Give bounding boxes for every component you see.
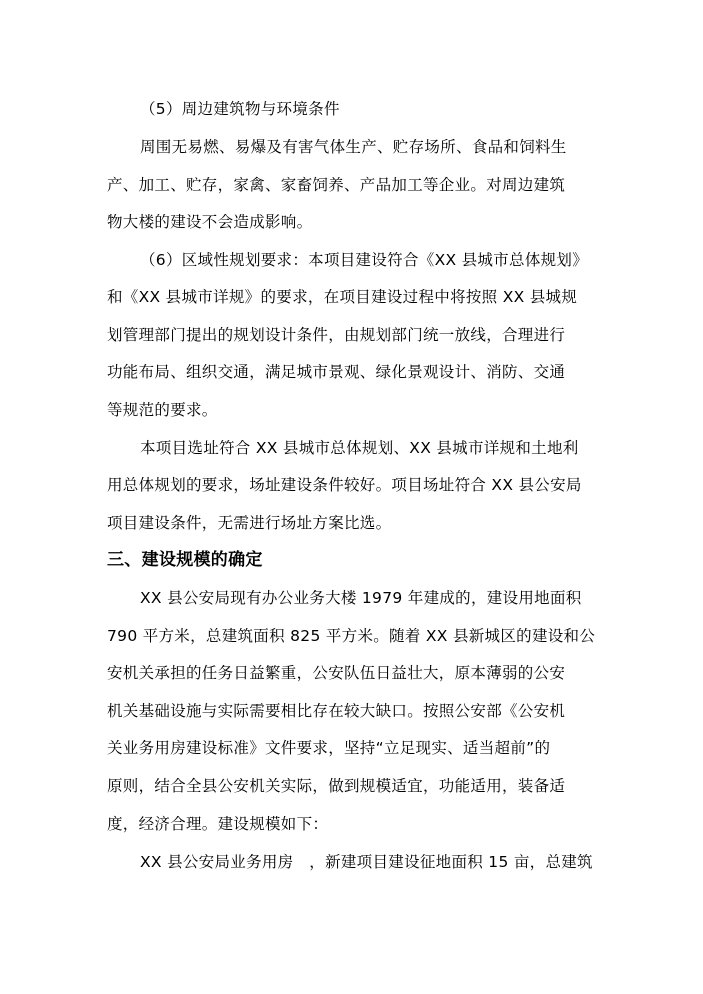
paragraph-line: 机关基础设施与实际需要相比存在较大缺口。按照公安部《公安机: [107, 702, 566, 720]
paragraph-line: 产、加工、贮存，家禽、家畜饲养、产品加工等企业。对周边建筑: [107, 176, 566, 194]
section-6-heading-line: （6）区域性规划要求：本项目建设符合《XX 县城市总体规划》: [140, 251, 589, 269]
paragraph-line: 安机关承担的任务日益繁重，公安队伍日益壮大，原本薄弱的公安: [107, 664, 566, 682]
paragraph-line: 等规范的要求。: [107, 401, 218, 419]
chapter-3-heading: 三、建设规模的确定: [107, 550, 263, 570]
paragraph-line: 原则，结合全县公安机关实际，做到规模适宜，功能适用，装备适: [107, 777, 566, 795]
paragraph-line: 物大楼的建设不会造成影响。: [107, 213, 313, 231]
paragraph-line: 度，经济合理。建设规模如下：: [107, 815, 329, 833]
paragraph-line: 本项目选址符合 XX 县城市总体规划、XX 县城市详规和土地利: [140, 439, 579, 457]
paragraph-line: 和《XX 县城市详规》的要求，在项目建设过程中将按照 XX 县城规: [107, 288, 578, 306]
paragraph-line: 功能布局、组织交通，满足城市景观、绿化景观设计、消防、交通: [107, 363, 566, 381]
paragraph-line: 关业务用房建设标准》文件要求，坚持“立足现实、适当超前”的: [107, 739, 551, 757]
paragraph-line: 划管理部门提出的规划设计条件，由规划部门统一放线，合理进行: [107, 326, 566, 344]
paragraph-line: XX 县公安局现有办公业务大楼 1979 年建成的，建设用地面积: [140, 589, 582, 607]
paragraph-line: XX 县公安局业务用房 ，新建项目建设征地面积 15 亩，总建筑: [140, 853, 593, 871]
paragraph-line: 790 平方米，总建筑面积 825 平方米。随着 XX 县新城区的建设和公: [107, 627, 596, 645]
paragraph-line: 周围无易燃、易爆及有害气体生产、贮存场所、食品和饲料生: [140, 138, 567, 156]
paragraph-line: 项目建设条件，无需进行场址方案比选。: [107, 514, 392, 532]
section-5-heading: （5）周边建筑物与环境条件: [140, 100, 340, 118]
paragraph-line: 用总体规划的要求，场址建设条件较好。项目场址符合 XX 县公安局: [107, 476, 582, 494]
